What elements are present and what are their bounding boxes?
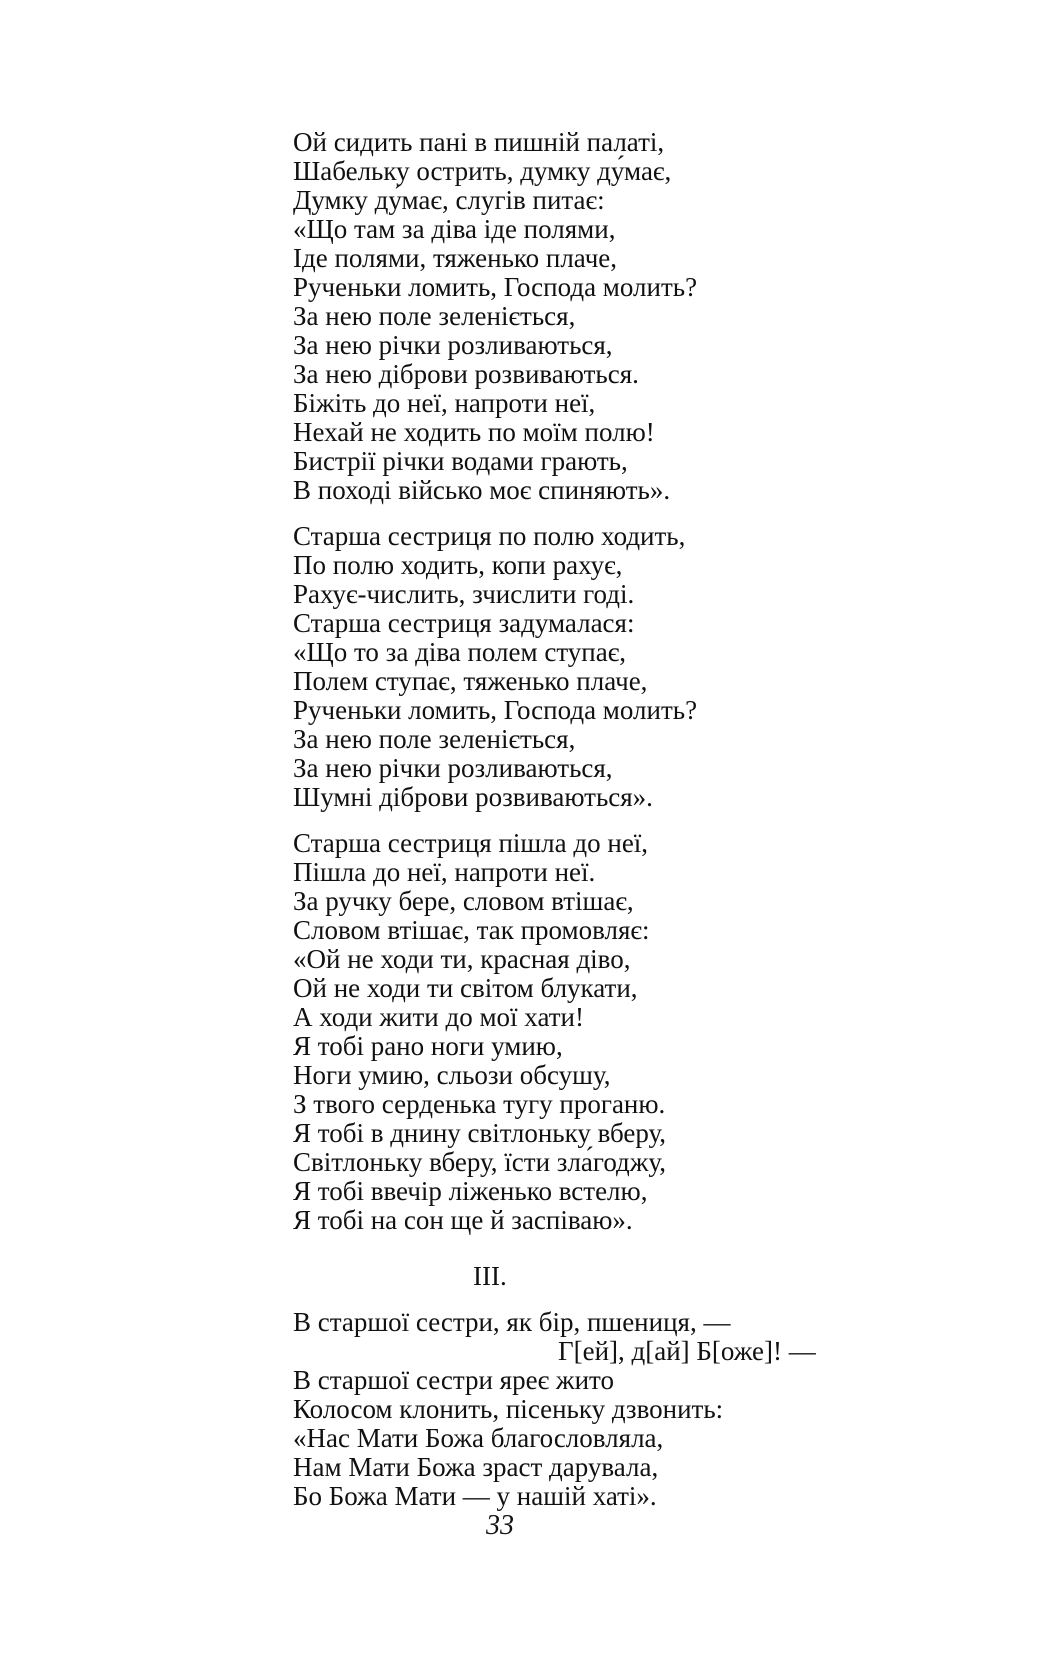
verse-line: Бо Божа Мати — у нашій хаті».	[293, 1481, 657, 1511]
stanza-2	[293, 522, 933, 812]
verse-line: За нею поле зеленіється,	[293, 724, 576, 754]
verse-line: Бистрії річки водами грають,	[293, 446, 628, 476]
stanza-gap	[293, 812, 933, 829]
stanza-gap	[293, 505, 933, 522]
verse-line: Нам Мати Божа зраст дарувала,	[293, 1452, 659, 1482]
verse-line: А ходи жити до мої хати!	[293, 1002, 584, 1032]
page-number: 33	[486, 1510, 514, 1541]
verse-line: В поході військо моє спиняють».	[293, 475, 671, 505]
verse-line: «Що то за діва полем ступає,	[293, 637, 627, 667]
verse-line: Я тобі рано ноги умию,	[293, 1031, 563, 1061]
verse-line: «Що там за діва іде полями,	[293, 214, 616, 244]
verse-line: Ой не ходи ти світом блукати,	[293, 973, 638, 1003]
verse-line: Шабельку острить, думку ду́має,	[293, 156, 672, 186]
section-heading: III.	[473, 1261, 507, 1291]
verse-line: Шумні діброви розвиваються».	[293, 782, 653, 812]
stanza-4	[293, 1308, 933, 1511]
verse-line: Полем ступає, тяженько плаче,	[293, 666, 648, 696]
verse-line: В старшої сестри, як бір, пшениця, —	[293, 1307, 731, 1337]
verse-line: Старша сестриця по полю ходить,	[293, 521, 686, 551]
verse-line: Колосом клонить, пісеньку дзвонить:	[293, 1394, 724, 1424]
verse-line: Словом втішає, так промовляє:	[293, 915, 650, 945]
verse-line: За нею діброви розвиваються.	[293, 359, 639, 389]
verse-line: Пішла до неї, напроти неї.	[293, 857, 596, 887]
verse-line: Світлоньку вберу, їсти зла́годжу,	[293, 1147, 666, 1177]
verse-line: Рахує-числить, зчислити годі.	[293, 579, 635, 609]
poem-text	[293, 128, 933, 1511]
verse-line: Рученьки ломить, Господа молить?	[293, 272, 698, 302]
verse-line: «Нас Мати Божа благословляла,	[293, 1423, 664, 1453]
verse-line: Я тобі в днину світлоньку вберу,	[293, 1118, 667, 1148]
stanza-3	[293, 829, 933, 1235]
verse-line: Старша сестриця задумалася:	[293, 608, 635, 638]
verse-line: Думку ду́має, слугів питає:	[293, 185, 605, 215]
verse-line: По полю ходить, копи рахує,	[293, 550, 623, 580]
verse-line: Нехай не ходить по моїм полю!	[293, 417, 655, 447]
verse-line: В старшої сестри яреє жито	[293, 1365, 614, 1395]
verse-line: «Ой не ходи ти, красная діво,	[293, 944, 631, 974]
verse-line: За нею річки розливаються,	[293, 330, 613, 360]
verse-line: З твого серденька тугу проганю.	[293, 1089, 666, 1119]
stanza-1	[293, 128, 933, 505]
verse-line: За нею річки розливаються,	[293, 753, 613, 783]
verse-line: Ноги умию, сльози обсушу,	[293, 1060, 611, 1090]
verse-line: Я тобі на сон ще й заспіваю».	[293, 1205, 633, 1235]
verse-line: Старша сестриця пішла до неї,	[293, 828, 649, 858]
verse-line: Я тобі ввечір ліженько встелю,	[293, 1176, 648, 1206]
verse-line: Біжіть до неї, напроти неї,	[293, 388, 596, 418]
verse-line: Ой сидить пані в пишній палаті,	[293, 127, 665, 157]
verse-line: Рученьки ломить, Господа молить?	[293, 695, 698, 725]
verse-line: За ручку бере, словом втішає,	[293, 886, 634, 916]
refrain-line: Г[ей], д[ай] Б[оже]! —	[558, 1336, 816, 1366]
verse-line: За нею поле зеленіється,	[293, 301, 576, 331]
verse-line: Іде полями, тяженько плаче,	[293, 243, 618, 273]
heading-gap	[293, 1291, 933, 1308]
heading-gap	[293, 1235, 933, 1262]
